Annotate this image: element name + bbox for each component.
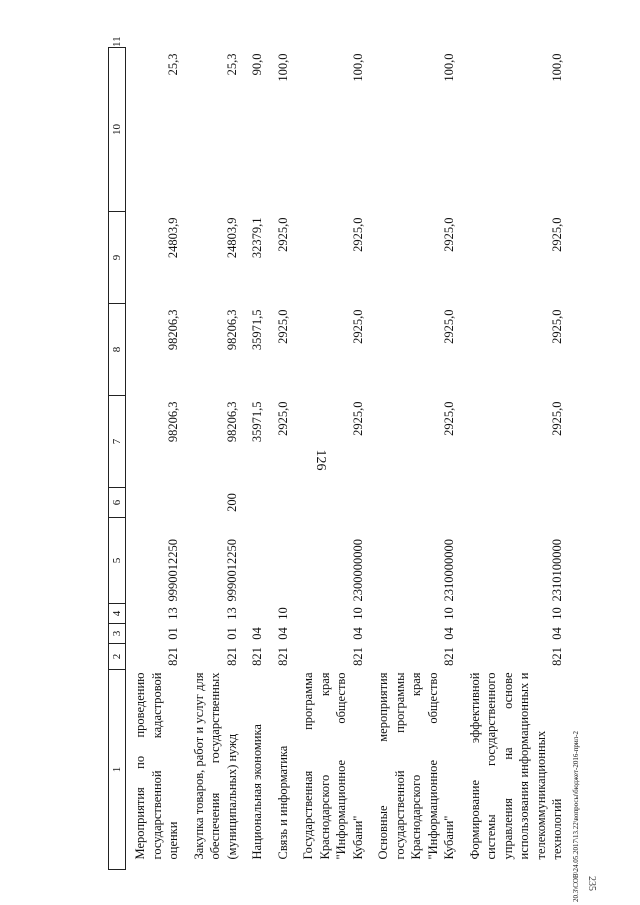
section-code: 01 xyxy=(224,627,239,640)
expense-type-code xyxy=(294,488,369,518)
section-code: 04 xyxy=(275,627,290,640)
subsection-code xyxy=(243,604,269,624)
row-name: Мероприятия по проведению государственной кадастровой оценки xyxy=(133,672,180,860)
approved-amount: 2925,0 xyxy=(550,401,564,436)
target-article-code xyxy=(269,518,295,604)
subsection-code: 10 xyxy=(350,607,365,620)
table-row xyxy=(269,48,295,870)
approved-amount: 2925,0 xyxy=(275,401,290,436)
expense-type-code xyxy=(126,488,185,518)
subsection-code: 10 xyxy=(275,607,290,620)
executed-amount: 2925,0 xyxy=(275,217,290,252)
table-row xyxy=(461,48,569,870)
subsection-code: 10 xyxy=(442,607,456,620)
refined-amount: 98206,3 xyxy=(166,309,180,351)
row-name: Закупка товаров, работ и услуг для обеспечения государственных (муниципальных) нужд xyxy=(191,672,239,860)
table-row xyxy=(369,48,461,870)
refined-amount: 35971,5 xyxy=(250,309,264,351)
column-header-8: 8 xyxy=(109,304,126,396)
execution-percent: 100,0 xyxy=(442,53,456,82)
subsection-code: 10 xyxy=(550,607,564,620)
target-article-code: 9990012250 xyxy=(224,539,239,602)
section-code: 04 xyxy=(550,627,564,640)
column-header-3: 3 xyxy=(109,624,126,644)
section-code: 04 xyxy=(250,627,264,640)
row-name: Основные мероприятия государственной программы Краснодарского края "Информационное общество Кубани" xyxy=(376,672,456,860)
approved-amount: 35971,5 xyxy=(250,401,264,443)
budget-table xyxy=(108,36,569,870)
section-code: 01 xyxy=(166,627,180,640)
refined-amount: 98206,3 xyxy=(224,309,239,351)
table-rotator xyxy=(108,36,578,870)
column-header-4: 4 xyxy=(109,604,126,624)
target-article-code: 9990012250 xyxy=(166,539,180,602)
target-article-code xyxy=(243,518,269,604)
refined-amount: 2925,0 xyxy=(550,309,564,344)
ved-code: 821 xyxy=(550,647,564,666)
section-code: 04 xyxy=(350,627,365,640)
approved-amount: 2925,0 xyxy=(442,401,456,436)
row-name: Национальная экономика xyxy=(250,724,264,860)
execution-percent: 100,0 xyxy=(275,53,290,82)
ved-code: 821 xyxy=(224,647,239,666)
executed-amount: 2925,0 xyxy=(442,217,456,252)
expense-type-code xyxy=(243,488,269,518)
approved-amount: 98206,3 xyxy=(224,401,239,443)
expense-type-code xyxy=(269,488,295,518)
table-row xyxy=(185,48,244,870)
ved-code: 821 xyxy=(166,647,180,666)
execution-percent: 90,0 xyxy=(250,53,264,76)
target-article-code: 2300000000 xyxy=(350,539,365,602)
approved-amount: 2925,0 xyxy=(350,401,365,436)
execution-percent: 25,3 xyxy=(166,53,180,76)
expense-type-code xyxy=(369,488,461,518)
column-header-7: 7 xyxy=(109,396,126,488)
file-path-note: 20.3\СОВ\24.05.2017\13.22\вопросы\бюджет-2016-прил-2 xyxy=(572,731,580,902)
executed-amount: 32379,1 xyxy=(250,217,264,259)
execution-percent: 100,0 xyxy=(550,53,564,82)
ved-code: 821 xyxy=(250,647,264,666)
target-article-code: 2310100000 xyxy=(550,539,564,602)
ved-code: 821 xyxy=(350,647,365,666)
table-landscape xyxy=(108,36,578,870)
column-header-1: 1 xyxy=(109,670,126,870)
page-number: 126 xyxy=(313,449,328,471)
target-article-code: 2310000000 xyxy=(442,539,456,602)
column-header-10: 10 xyxy=(109,48,126,212)
header-row: 1 2 3 4 5 6 7 8 9 10 11 xyxy=(109,48,126,870)
subsection-code: 13 xyxy=(166,607,180,620)
row-name: Формирование эффективной системы государственного управления на основе использования информационных и телекоммуникационных технологий xyxy=(467,672,564,860)
column-header-6: 6 xyxy=(109,488,126,518)
column-header-5: 5 xyxy=(109,518,126,604)
table-row xyxy=(294,48,369,870)
table-row xyxy=(243,48,269,870)
subsection-code: 13 xyxy=(224,607,239,620)
expense-type-code xyxy=(461,488,569,518)
executed-amount: 24803,9 xyxy=(166,217,180,259)
row-name: Связь и информатика xyxy=(275,745,290,860)
executed-amount: 24803,9 xyxy=(224,217,239,259)
ved-code: 821 xyxy=(275,647,290,666)
executed-amount: 2925,0 xyxy=(550,217,564,252)
row-name: Государственная программа Краснодарского края "Информационное общество Кубани" xyxy=(301,672,365,860)
approved-amount: 98206,3 xyxy=(166,401,180,443)
refined-amount: 2925,0 xyxy=(442,309,456,344)
refined-amount: 2925,0 xyxy=(350,309,365,344)
section-code: 04 xyxy=(442,627,456,640)
table-row xyxy=(126,48,185,870)
execution-percent: 100,0 xyxy=(350,53,365,82)
execution-percent: 25,3 xyxy=(224,53,239,76)
column-header-9: 9 xyxy=(109,212,126,304)
ved-code: 821 xyxy=(442,647,456,666)
executed-amount: 2925,0 xyxy=(350,217,365,252)
corner-number: 235 xyxy=(586,876,597,891)
column-header-2: 2 xyxy=(109,644,126,670)
expense-type-code: 200 xyxy=(224,493,239,512)
refined-amount: 2925,0 xyxy=(275,309,290,344)
table-body xyxy=(126,48,569,870)
